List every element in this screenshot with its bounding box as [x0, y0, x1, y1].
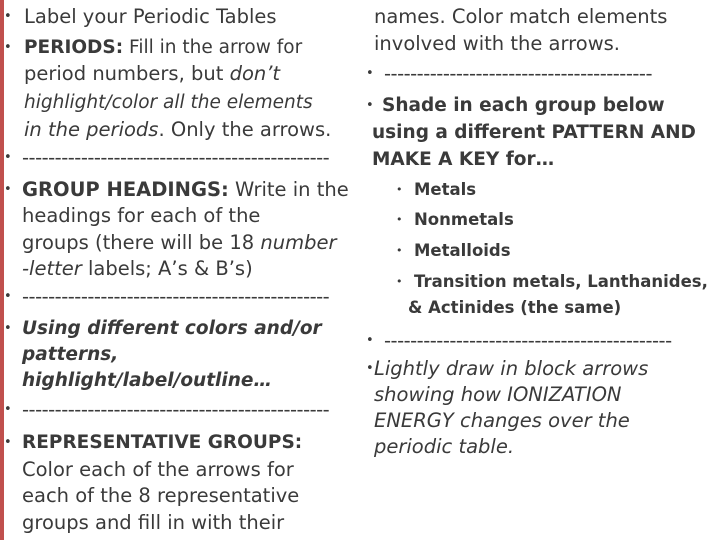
rep-line-2: Color each of the arrows for: [22, 458, 294, 481]
key-item-metalloids: Metalloids: [414, 241, 511, 260]
divider-dashes: -----------------------------------------------: [22, 146, 330, 169]
periods-line-1: [24, 35, 302, 61]
group-line-3: [22, 230, 336, 256]
bullet: •: [4, 9, 12, 24]
bullet: •: [4, 435, 12, 450]
periods-dont-emphasis: don’t: [229, 62, 281, 85]
periods-in-periods-emphasis: in the periods: [24, 118, 159, 141]
key-item-metals: Metals: [414, 180, 477, 199]
divider-dashes: -----------------------------------------------: [22, 398, 330, 421]
divider-dashes: --------------------------------------------: [384, 329, 672, 352]
bullet: •: [4, 289, 12, 304]
divider-dashes: -----------------------------------------------: [22, 285, 330, 308]
periods-line-4-text: . Only the arrows.: [158, 118, 332, 141]
bullet: •: [4, 40, 12, 55]
group-line-1-text: Write in the: [228, 178, 349, 201]
key-item-transition-metals: Transition metals, Lanthanides,: [414, 272, 708, 291]
rep-line-3: each of the 8 representative: [22, 484, 300, 507]
group-line-3-text: groups (there will be 18: [22, 231, 261, 254]
bullet: •: [396, 244, 403, 257]
periods-line-2-text: period numbers, but: [24, 62, 230, 85]
bullet: •: [366, 66, 374, 81]
key-item-transition-cont: & Actinides (the same): [408, 298, 622, 317]
ion-line-3: ENERGY changes over the: [374, 409, 630, 432]
ion-line-2: showing how IONIZATION: [374, 383, 622, 406]
colors-line-1: Using different colors and/or: [22, 318, 322, 339]
colors-line-2: patterns,: [22, 344, 119, 365]
rep-cont-line-1: names. Color match elements: [374, 5, 668, 28]
rep-cont-line-2: involved with the arrows.: [374, 32, 620, 55]
bullet: •: [4, 150, 12, 165]
key-item-nonmetals: Nonmetals: [414, 210, 514, 229]
group-number-emphasis: number: [260, 231, 337, 254]
periods-line-1-text: Fill in the arrow for: [123, 37, 303, 58]
bullet: •: [4, 321, 12, 336]
ion-line-1: Lightly draw in block arrows: [374, 357, 649, 380]
group-line-4: [22, 256, 253, 282]
rep-heading: REPRESENTATIVE GROUPS:: [22, 432, 303, 453]
shade-line-1: Shade in each group below: [382, 95, 665, 116]
group-line-4-text: labels; A’s & B’s): [81, 257, 253, 280]
edge-accent-bar: [0, 0, 4, 540]
shade-line-3: MAKE A KEY for…: [372, 149, 555, 170]
periods-line-3: highlight/color all the elements: [24, 92, 313, 113]
bullet: •: [396, 213, 403, 226]
bullet: •: [396, 183, 403, 196]
group-line-1: [22, 177, 349, 203]
bullet: •: [396, 275, 403, 288]
bullet: •: [366, 333, 374, 348]
shade-line-2: using a different PATTERN AND: [372, 122, 696, 143]
group-heading: GROUP HEADINGS:: [22, 178, 229, 201]
group-letter-emphasis: -letter: [22, 257, 82, 280]
ion-line-4: periodic table.: [374, 435, 515, 458]
bullet: •: [4, 182, 12, 197]
bullet: •: [366, 98, 374, 113]
rep-line-4: groups and fill in with their: [22, 511, 285, 534]
divider-dashes: -----------------------------------------: [384, 62, 652, 85]
periods-heading: PERIODS:: [24, 37, 124, 58]
periods-line-2: [24, 61, 280, 87]
colors-line-3: highlight/label/outline…: [22, 370, 272, 391]
periods-line-4: [24, 117, 331, 143]
group-line-2: headings for each of the: [22, 204, 261, 227]
bullet: •: [4, 402, 12, 417]
bullet: •: [366, 361, 374, 376]
label-tables-text: Label your Periodic Tables: [24, 5, 277, 28]
